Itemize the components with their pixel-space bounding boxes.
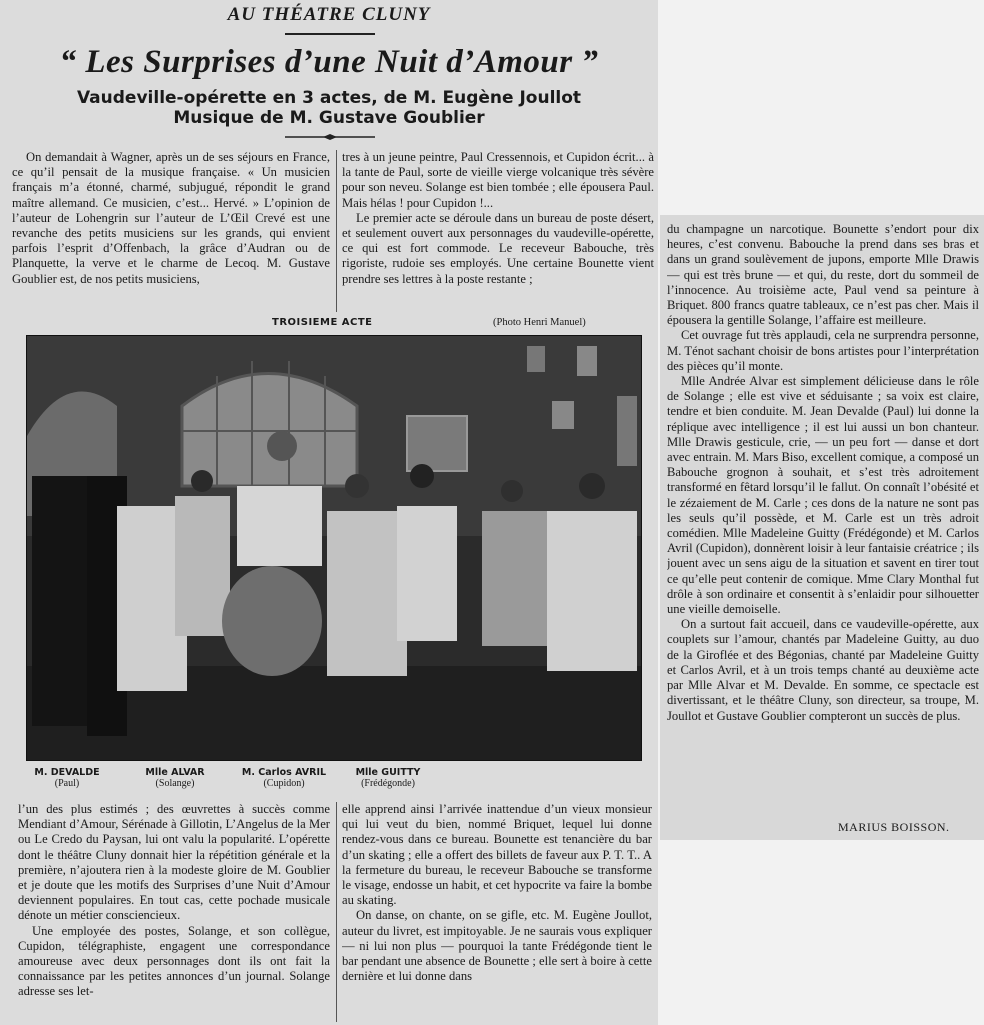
headline: “ Les Surprises d’une Nuit d’Amour ” <box>59 44 599 80</box>
stage-photograph <box>26 335 642 761</box>
subheading-music: Musique de M. Gustave Goublier <box>173 108 485 128</box>
cast-name: M. DEVALDE <box>34 767 100 778</box>
paragraph: Une employée des postes, Solange, et son collègue, Cupidon, télégraphiste, engagent une correspondance amoureuse avec deux personnages dont ils ont fait la connaissance par les petites annonces d’un journal. Solange adresse ses let- <box>18 923 330 999</box>
article-column-5 <box>342 802 652 1022</box>
cast-name: Mlle ALVAR <box>145 767 205 778</box>
cast-label <box>22 767 112 789</box>
paragraph: Mlle Andrée Alvar est simplement délicieuse dans le rôle de Solange ; elle est vive et séduisante ; sa voix est claire, tendre et bien conduite. M. Jean Devalde (Paul) lui donne la réplique avec intelligence ; il est lui aussi un bon chanteur. Mlle Drawis gesticule, crie, — un peu fort — danse et dort avec entrain. M. Mars Biso, excellent comique, a composé un Babouche grognon à souhait, et s’est très adroitement transformé en fêtard lorsqu’il le fallut. On connaît l’obésité et le zézaiement de M. Carle ; ces dons de la nature ne sont pas les seuls qu’il possède, et M. Carle est un très adroit comédien. Mlle Madeleine Guitty (Frédégonde) et M. Carlos Avril (Cupidon), donnèrent loisir à leur fantaisie créatrice ; ils jouent avec un sens aigu de la situation et savent en tirer tout ce qu’elle peut contenir de comique. Mme Clary Monthal fut drôle à son ordinaire et consentit à s’enlaidir pour silhouetter une vieille demoiselle. <box>667 374 979 617</box>
subheading-author: Vaudeville-opérette en 3 actes, de M. Eugène Joullot <box>76 88 582 108</box>
paragraph: elle apprend ainsi l’arrivée inattendue d’un vieux monsieur qui lui veut du bien, nommé Briquet, lequel lui donne rendez-vous dans ce bureau. Bounette est tenancière du bar d’un skating ; elle a offert des billets de faveur aux P. T. T.. A la fermeture du bureau, le receveur Babouche se transforme le visage, endosse un habit, et cet hypocrite va faire la bombe au skating. <box>342 802 652 908</box>
photo-caption: TROISIEME ACTE <box>272 317 373 328</box>
paragraph: Le premier acte se déroule dans un bureau de poste désert, et seulement ouvert aux personnages du vaudeville-opérette, ce qui est fort commode. Le receveur Babouche, très rigoriste, rudoie ses employés. Une certaine Bounette vient prendre ses lettres à la poste restante ; <box>342 210 654 286</box>
paragraph: Cet ouvrage fut très applaudi, cela ne surprendra personne, M. Ténot sachant choisir de bons artistes pour l’interprétation des pièces qu’il monte. <box>667 328 979 373</box>
kicker-rule <box>285 33 375 35</box>
column-divider <box>336 150 337 312</box>
cast-role: (Paul) <box>54 778 80 789</box>
cast-name: M. Carlos AVRIL <box>241 767 327 778</box>
cast-role: (Cupidon) <box>263 778 305 789</box>
cast-role: (Solange) <box>155 778 195 789</box>
paragraph: On a surtout fait accueil, dans ce vaudeville-opérette, aux couplets sur l’amour, chantés par Madeleine Guitty, au duo de la Giroflée et des Bégonias, chanté par Madeleine Guitty et Carlos Avril, et à un trois temps chanté au deuxième acte par Mlle Alvar et M. Devalde. En somme, ce spectacle est divertissant, et le théâtre Cluny, son directeur, sa troupe, M. Joullot et Gustave Goublier compteront un succès de plus. <box>667 617 979 723</box>
cast-label <box>342 767 434 789</box>
cast-label <box>130 767 220 789</box>
article-column-1 <box>12 150 330 310</box>
article-column-4 <box>18 802 330 1022</box>
paragraph: On demandait à Wagner, après un de ses séjours en France, ce qu’il pensait de la musique française. « Un musicien français m’a étonné, charmé, subjugué, répondit le grand maître allemand. Ce musicien, c’est... Hervé. » L’opinion de l’auteur de Lohengrin sur l’auteur de L’Œil Crevé est une revanche des petits musiciens sur les grands, qui envient parfois l’esprit d’Offenbach, la grâce d’Audran ou de Planquette, la verve et le charme de Lecoq. M. Gustave Goublier est, de nos petits musiciens, <box>12 150 330 286</box>
paragraph: tres à un jeune peintre, Paul Cressennois, et Cupidon écrit... à la tante de Paul, sorte de vieille vierge volcanique très sévère pour son neveu. Solange est bien tombée ; elle épousera Paul. Mais hélas ! pour Cupidon !... <box>342 150 654 210</box>
article-column-3 <box>667 222 979 817</box>
author-signature: MARIUS BOISSON. <box>838 820 950 834</box>
cast-name: Mlle GUITTY <box>355 767 421 778</box>
article-column-2 <box>342 150 654 310</box>
paragraph: l’un des plus estimés ; des œuvrettes à succès comme Mendiant d’Amour, Sérénade à Gillotin, L’Angelus de la Mer ou Le Credo du Paysan, lui ont valu la popularité. L’opérette dont le théâtre Cluny donnait hier la répétition générale et la première, n’ajoutera rien à la modeste gloire de M. Goublier et je doute que les motifs des Surprises d’une Nuit d’Amour deviennent populaires. En tout cas, cette pochade musicale dénote un métier consciencieux. <box>18 802 330 923</box>
ornament-divider <box>285 134 375 140</box>
paragraph: On danse, on chante, on se gifle, etc. M. Eugène Joullot, auteur du livret, est impitoyable. Je ne saurais vous expliquer — ni lui non plus — pourquoi la tante Frédégonde tient le bar pendant une absence de Bounette ; elle sert à boire à cette dernière et lui donne dans <box>342 908 652 984</box>
cast-label <box>226 767 342 789</box>
photo-credit: (Photo Henri Manuel) <box>493 317 586 328</box>
cast-role: (Frédégonde) <box>361 778 415 789</box>
paragraph: du champagne un narcotique. Bounette s’endort pour dix heures, c’est convenu. Babouche la prend dans ses bras et dans un grand soulèvement de jupons, emporte Mlle Drawis — qui est très brune — et qui, du reste, dort du sommeil de l’innocence. Au troisième acte, Paul vend sa peinture à Briquet. 800 francs quatre tableaux, ce n’est pas cher. Mais il épousera la gentille Solange, l’affaire est meilleure. <box>667 222 979 328</box>
column-divider <box>336 802 337 1022</box>
section-kicker: AU THÉATRE CLUNY <box>227 4 431 25</box>
